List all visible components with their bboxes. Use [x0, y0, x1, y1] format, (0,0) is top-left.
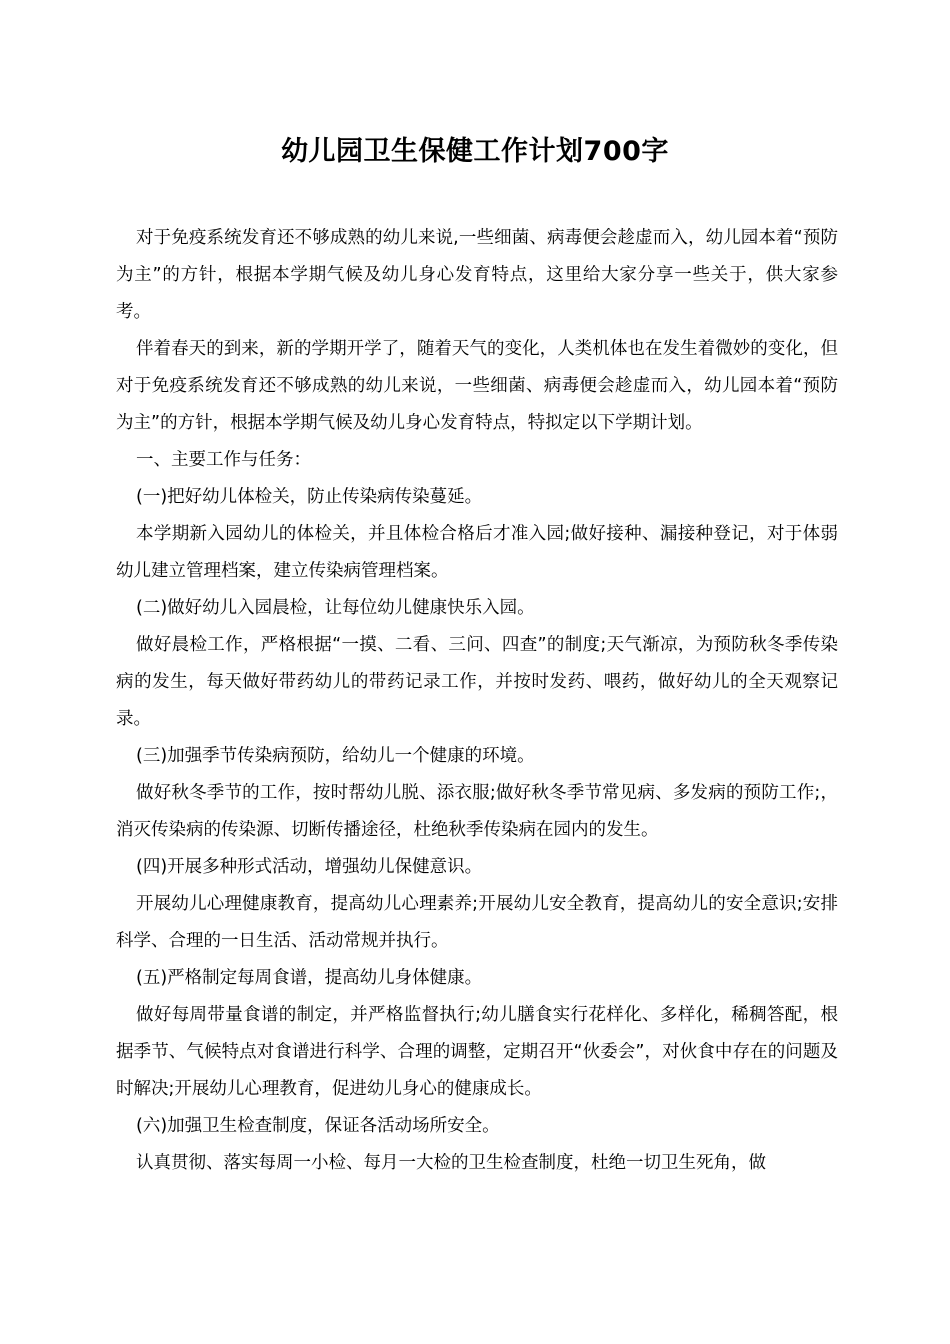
- paragraph-2: 做好晨检工作，严格根据“一摸、二看、三问、四查”的制度;天气渐凉，为预防秋冬季传染病的发生，每天做好带药幼儿的带药记录工作，并按时发药、喂药，做好幼儿的全天观察记录。: [116, 635, 838, 729]
- document-title: 幼儿园卫生保健工作计划700字: [281, 136, 669, 167]
- section-heading-main-tasks: 一、主要工作与任务：: [136, 450, 311, 470]
- paragraph-3: 做好秋冬季节的工作，按时帮幼儿脱、添衣服;做好秋冬季节常见病、多发病的预防工作;，消灭传染病的传染源、切断传播途径，杜绝秋季传染病在园内的发生。: [116, 783, 838, 840]
- subheading-5: (五)严格制定每周食谱，提高幼儿身体健康。: [136, 968, 483, 988]
- paragraph-1: 本学期新入园幼儿的体检关，并且体检合格后才准入园;做好接种、漏接种登记，对于体弱幼儿建立管理档案，建立传染病管理档案。: [116, 524, 838, 581]
- paragraph-intro: 对于免疫系统发育还不够成熟的幼儿来说,一些细菌、病毒便会趁虚而入，幼儿园本着“预防为主”的方针，根据本学期气候及幼儿身心发育特点，这里给大家分享一些关于，供大家参考。: [116, 228, 838, 322]
- subheading-6: (六)加强卫生检查制度，保证各活动场所安全。: [136, 1116, 500, 1136]
- paragraph-4: 开展幼儿心理健康教育，提高幼儿心理素养;开展幼儿安全教育，提高幼儿的安全意识;安排科学、合理的一日生活、活动常规并执行。: [116, 894, 838, 951]
- subheading-2: (二)做好幼儿入园晨检，让每位幼儿健康快乐入园。: [136, 598, 535, 618]
- paragraph-background: 伴着春天的到来，新的学期开学了，随着天气的变化，人类机体也在发生着微妙的变化，但对于免疫系统发育还不够成熟的幼儿来说，一些细菌、病毒便会趁虚而入，幼儿园本着“预防为主”的方针，根据本学期气候及幼儿身心发育特点，特拟定以下学期计划。: [116, 339, 838, 433]
- paragraph-6: 认真贯彻、落实每周一小检、每月一大检的卫生检查制度，杜绝一切卫生死角，做: [136, 1153, 766, 1173]
- document-body: [116, 220, 838, 1182]
- paragraph-5: 做好每周带量食谱的制定，并严格监督执行;幼儿膳食实行花样化、多样化，稀稠答配，根据季节、气候特点对食谱进行科学、合理的调整，定期召开“伙委会”，对伙食中存在的问题及时解决;开展幼儿心理教育，促进幼儿身心的健康成长。: [116, 1005, 838, 1099]
- subheading-4: (四)开展多种形式活动，增强幼儿保健意识。: [136, 857, 483, 877]
- subheading-1: (一)把好幼儿体检关，防止传染病传染蔓延。: [136, 487, 483, 507]
- subheading-3: (三)加强季节传染病预防，给幼儿一个健康的环境。: [136, 746, 535, 766]
